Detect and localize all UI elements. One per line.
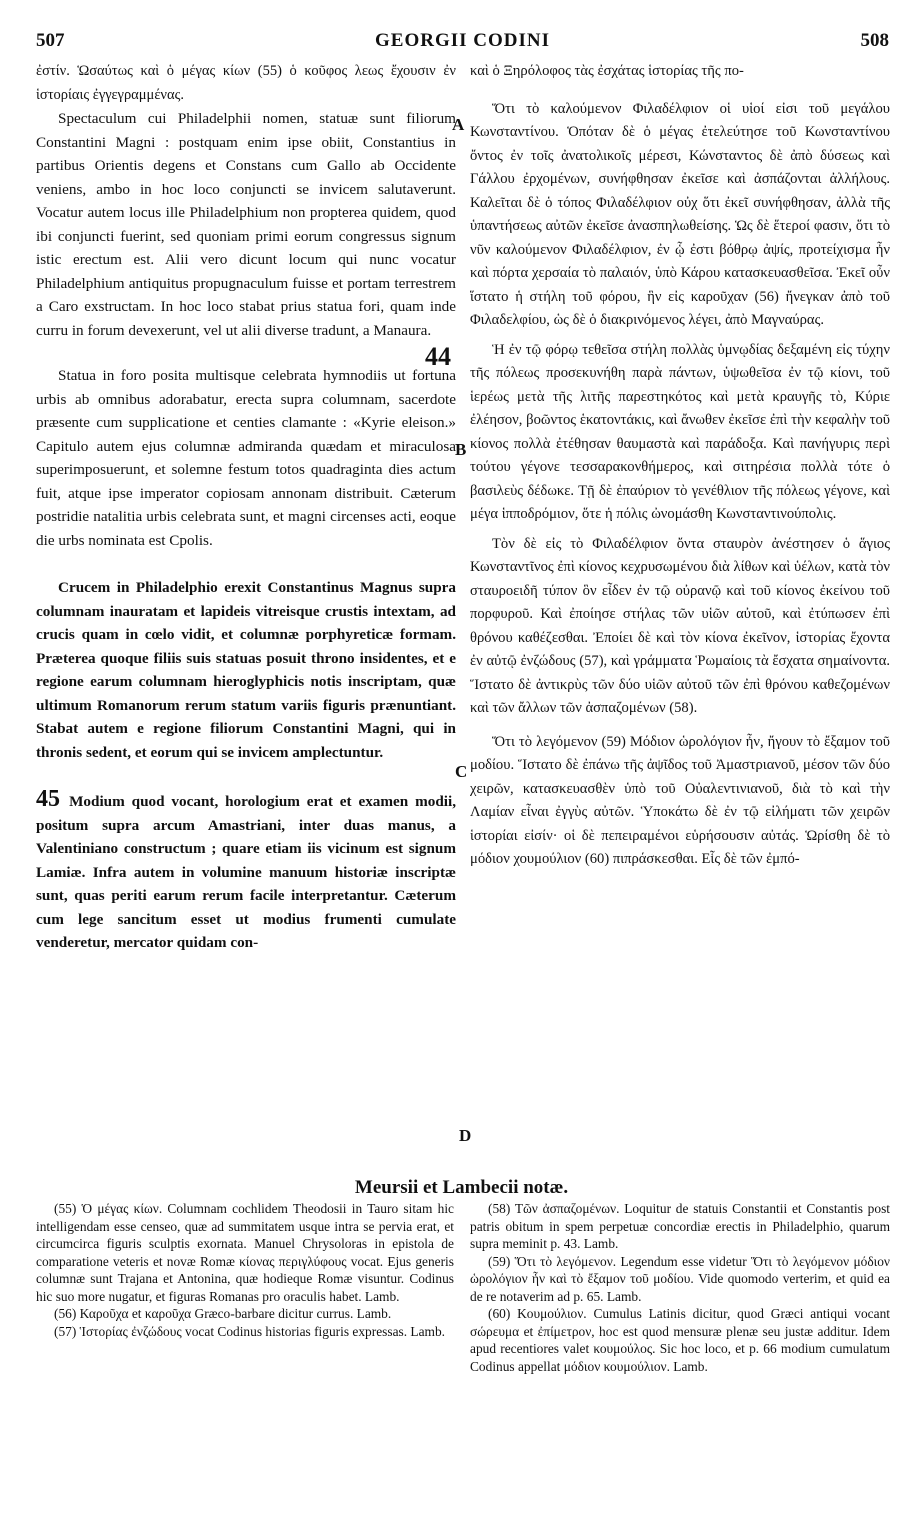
left-paragraph-modium: 45 Modium quod vocant, horologium erat et examen modii, positum supra arcum Amastriani, inter duas manus, a Valentiniano constructum ; quare etiam iis vicinum est signum Lamiæ. Infra autem in volumine manuum historiæ inscriptæ sunt, quas periti earum rerum facile interpretantur. Cæterum cum lege sancitum esset ut modius frumenti cumulate venderetur, mercator quidam con- xyxy=(36,786,456,951)
page-header xyxy=(36,30,889,56)
right-paragraph-philadelphium: Ὅτι τὸ καλούμενον Φιλαδέλφιον οἱ υἱοί εἰσι τοῦ μεγάλου Κωνσταντίνου. Ὁπόταν δὲ ὁ μέγας ἐτελεύτησε τοῦ Κωνσταντίνου ὄντος ἐν τοῖς ἀνατολικοῖς μέρεσι, Κώνσταντος δὲ ἀπὸ δύσεως καὶ Γάλλου ἐρχομένων, συνήφθησαν ἐκεῖσε καὶ ἀσπάζονται ἀλλήλους. Καλεῖται δὲ ὁ τόπος Φιλαδέλφιον οὐχ ὅτι ἐκεῖ συνήφθησαν, ἀλλὰ τῆς ὑπαντήσεως αὐτῶν ἐκεῖσε ἀνασπηλωθείσης. Ὡς δὲ ἕτεροί φασιν, ὅτι τὸ νῦν καλούμενον Φιλαδέλφιον, ἐν ᾧ ἐστι βόθρῳ ἀψίς, προτείχισμα ἦν καὶ πόρτα χερσαία τὸ παλαιόν, ὑπὸ Κάρου κατασκευασθεῖσα. Ἐκεῖ οὖν ἵστατο ἡ στήλη τοῦ φόρου, ἣν εἰς καροῦχαν (56) ἤνεγκαν ἀπὸ τοῦ Φιλαδελφίου, ὡς δὲ ὁ διακρινόμενος λέγει, ἀπὸ Μαγναύρας. xyxy=(470,100,890,328)
margin-letter-b: B xyxy=(455,440,467,459)
notes-title: Meursii et Lambecii notæ. xyxy=(354,1177,569,1198)
greek-column xyxy=(470,60,890,1175)
margin-letter-d: D xyxy=(459,1126,472,1145)
right-paragraph-modion: Ὅτι τὸ λεγόμενον (59) Μόδιον ὡρολόγιον ἦν, ἤγουν τὸ ἔξαμον τοῦ μοδίου. Ἵστατο δὲ ἐπάνω τῆς ἀψῖδος τοῦ Ἀμαστριανοῦ, μέσον τῶν δύο χειρῶν, κατασκευασθὲν ὑπὸ τοῦ Οὐαλεντινιανοῦ, διὰ τὸ καὶ τὴν Λαμίαν εἶναι ἐγγὺς αὐτῶν. Ὑποκάτω δὲ ἐν τῷ εἰλήματι τῶν χειρῶν ἱστορίαι εἰσίν· οἱ δὲ πεπειραμένοι εὑρήσουσιν αὐτάς. Ὡρίσθη δὲ τὸ μόδιον χουμούλιον (60) πιπράσκεσθαι. Εἷς δὲ τῶν ἐμπό- xyxy=(470,733,890,867)
left-continuation: ἐστίν. Ὡσαύτως καὶ ὁ μέγας κίων (55) ὁ κοῦφος λεως ἔχουσιν ἐν ἱστορίαις ἐγγεγραμμένας. xyxy=(36,63,456,103)
page-number-right: 508 xyxy=(860,30,889,51)
notes-left-column xyxy=(36,1200,454,1500)
left-paragraph-crux: Crucem in Philadelphio erexit Constantinus Magnus supra columnam inauratam et lapideis vitreisque crustis intextam, ad crucis quam in cœlo vidit, et columnæ porphyreticæ formam. Præterea quoque filiis suis statuas posuit throno insidentes, et e regione earum columnam hieroglyphicis notis inscriptam, quæ ultimum Romanorum rerum statum variis figuris prænuntiant. Stabat autem e regione filiorum Constantini Magni, qui in thronis sedent, et eorum qui se invicem amplectuntur. xyxy=(36,579,456,761)
right-continuation: καὶ ὁ Ξηρόλοφος τὰς ἐσχάτας ἱστορίας τῆς πο- xyxy=(470,63,744,79)
section-number-45-inline: 45 xyxy=(36,786,70,812)
running-title: GEORGII CODINI xyxy=(375,30,550,51)
note-55: (55) Ὁ μέγας κίων. Columnam cochlidem Theodosii in Tauro sitam hic intelligendam esse censeo, quæ ad summitatem usque intra se pervia erat, et circumcirca figuris sculptis exornata. Manuel Chrysoloras in epistola de comparatione veteris et novæ Romæ κίονας περιγλύφους vocat. Ejus generis columnæ sunt Trajana et Antonina, quæ hodieque Romæ visuntur. Codinus hic suo more nugatur, et figuras Romanas pro oraculis habet. Lamb. xyxy=(36,1201,454,1304)
note-57: (57) Ἱστορίας ἐνζώδους vocat Codinus historias figuris expressas. Lamb. xyxy=(54,1323,445,1339)
note-60: (60) Κουμούλιον. Cumulus Latinis dicitur, quod Græci antiqui vocant σώρευμα et ἐπίμετρον, hoc est quod mensuræ plenæ seu justæ additur. Idem apud recentiores valet κουμούλος. Sic hoc loco, et p. 66 modium cumulatum Codinus appellat μόδιον κουμούλιον. Lamb. xyxy=(470,1306,890,1374)
note-59: (59) Ὅτι τὸ λεγόμενον. Legendum esse videtur Ὅτι τὸ λεγόμενον μόδιον ὡρολόγιον ἦν καὶ τὸ ἔξαμον τοῦ μοδίου. Vide quomodo verterim, et quid ea de re notaverim ad p. 65. Lamb. xyxy=(470,1253,890,1304)
notes-right-column xyxy=(470,1200,890,1500)
right-paragraph-stauros: Τὸν δὲ εἰς τὸ Φιλαδέλφιον ὄντα σταυρὸν ἀνέστησεν ὁ ἅγιος Κωνσταντῖνος ἐπὶ κίονος κεχρυσωμένου διὰ λίθων καὶ ὑέλων, κατὰ τὸν σταυροειδῆ τύπον ὃν εἶδεν ἐν τῷ οὐρανῷ καὶ τοῦ κίονος ἐκείνου τοῦ πορφυροῦ. Καὶ ἐποίησε στήλας τῶν υἱῶν αὐτοῦ, καὶ ἐτύπωσεν ἐπὶ θρόνου καθέζεσθαι. Ἐποίει δὲ καὶ τὸν κίονα ἐκεῖνον, ἱστορίας ἔχοντα ἐν αὐτῷ ἐνζώδους (57), καὶ γράμματα Ῥωμαίοις τὰ ἔσχατα σημαίνοντα. Ἵστατο δὲ ἀντικρὺς τῶν δύο υἱῶν αὐτοῦ τῶν ἐπὶ θρόνου καθεζομένων καὶ τῶν ἄλλων τῶν ἀσπαζομένων (58). xyxy=(470,535,890,716)
section-number-44: 44 xyxy=(425,342,451,371)
right-paragraph-stele: Ἡ ἐν τῷ φόρῳ τεθεῖσα στήλη πολλὰς ὑμνῳδίας δεξαμένη εἰς τύχην τῆς πόλεως προσεκυνήθη παρὰ πάντων, ὑψωθεῖσα ἐν τῷ κίονι, τοῦ ἱερέως μετὰ τῆς λιτῆς παρεστηκότος καὶ μετὰ κραυγῆς τὸ, Κύριε ἐλέησον, βοῶντος ἑκατοντάκις, καὶ ἄνωθεν ἐκεῖσε ἐπὶ τὴν κεφαλὴν τοῦ κίονος πολλὰ ἐτέθησαν θαυμαστὰ καὶ παράδοξα. Καὶ πανήγυρις περὶ τούτου γέγονε τεσσαρακονθήμερος, καὶ σιτηρέσια πολλὰ τότε ὁ βασιλεὺς δέδωκε. Τῇ δὲ ἐπαύριον τὸ γενέθλιον τῆς πόλεως γέγονε, καὶ μέγα ἱπποδρόμιον, ὅτε ἡ πόλις ὠνομάσθη Κωνσταντινούπολις. xyxy=(470,341,890,522)
latin-column xyxy=(36,60,456,1175)
left-paragraph-philadelphium: Spectaculum cui Philadelphii nomen, statuæ sunt filiorum Constantini Magni : postquam enim ipse obiit, Constantius in partibus Orientis degens et Constans cum Gallo ab Occidente veniens, ambo in hoc loco conjuncti se invicem salutaverunt. Vocatur autem locus ille Philadelphium non propterea quidem, quod ibi conjuncti fuerint, sed quoniam primi eorum congressus signum istic erectum est. Alii vero dicunt locum qui nunc vocatur Philadelphium antiquitus propugnaculum fuisse et portam terrestrem a Caro exstructam. In hoc loco stabat prius statua fori, quam inde curru in forum devexerunt, vel ut alii diverse tradunt, a Manaura. xyxy=(36,110,456,339)
note-56: (56) Καροῦχα et καροῦχα Græco-barbare dicitur currus. Lamb. xyxy=(54,1306,392,1321)
page-number-left: 507 xyxy=(36,30,65,51)
margin-letter-a: A xyxy=(452,115,465,134)
margin-letter-c: C xyxy=(455,762,468,781)
note-58: (58) Τῶν ἀσπαζομένων. Loquitur de statuis Constantii et Constantis post patris obitum in spem perpetuæ concordiæ erectis in Philadelphio, quarum supra meminit p. 43. Lamb. xyxy=(470,1201,890,1251)
left-paragraph-statua-fori: Statua in foro posita multisque celebrata hymnodiis ut fortuna urbis ab omnibus adorabatur, erecta supra columnam, sacerdote præsente cum supplicatione et centies clamante : «Kyrie eleison.» Capitulo autem ejus columnæ admiranda quædam et miraculosa superimposuerunt, et solemne festum totos quadraginta dies actum fuit, atque ipse imperator copiosam annonam distribuit. Cæterum postridie natalitia urbis celebrata sunt, et magni circenses acti, eoque die urbs nominata est Cpolis. xyxy=(36,367,456,549)
